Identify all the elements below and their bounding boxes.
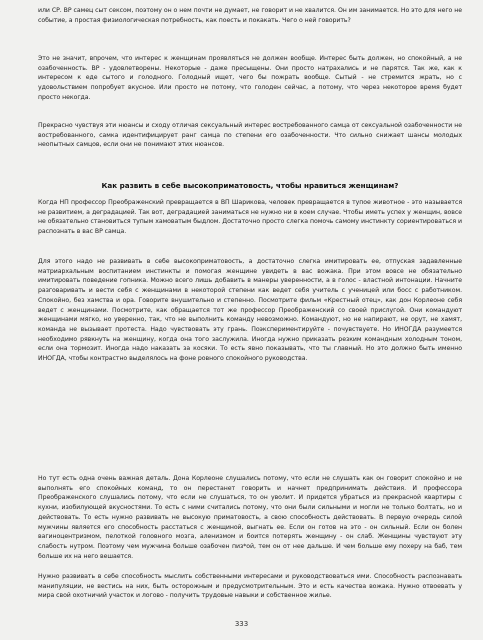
paragraph-imitation: Для этого надо не развивать в себе высокоприматовость, а достаточно слегка имитировать ее, отпуская задавленные матриархальным воспитанием инстинкты и помогая женщине увидеть в вас вожака. При этом вовсе не обязательно имитировать поведение гопника. Можно всего лишь добавить в манеры уверенности, а в голос - властной интонации. Начните разговаривать и вести себя с женщинами в некоторой степени как ведет себя учитель с ученицей или босс с работником. Спокойно, без хамства и ора. Говорите внушительно и степенно. Посмотрите фильм «Крестный отец», как дон Корлеоне себя ведет с женщинами. Посмотрите, как обращается тот же профессор Преображенский со своей прислугой. Они командуют женщинами мягко, но уверенно, так, что не выполнить команду невозможно. Командуют, но не напирают, не орут, не хамят, команда не вызывает протеста. Надо чувствовать эту грань. Поэкспериментируйте - почувствуете. Но ИНОГДА разумеется необходимо рявкнуть на женщину, когда она того заслужила. Иногда нужно приказать резким командным холодным тоном, если она тормозит. Иногда надо наказать за косяки. То есть явно показывать, что ты главный. Но это должно быть именно ИНОГДА, чтобы контрастно выделялось на фоне ровного спокойного руководства.	[38, 258, 462, 363]
paragraph-interests: Нужно развивать в себе способность мыслить собственными интересами и руководствоваться ими. Способность распознавать манипуляции, не вестись на них, быть осторожным и предусмотрительным. Это и есть качества вожака. Нужно отвоевать у мира свой охотничий участок и логово - получить трудовые навыки и собственное жилье.	[38, 573, 462, 600]
paragraph-intro: или СР. ВР самец сыт сексом, поэтому он о нем почти не думает, не говорит и не хвалится. Он им занимается. Но это для него не событие, а простая физиологическая потребность, как поесть и покакать. Чего о ней говорить?	[38, 7, 462, 24]
paragraph-interest: Это не значит, впрочем, что интерес к женщинам проявляться не должен вообще. Интерес быть должен, но спокойный, а не озабоченность. ВР - удовлетворены. Некоторые - даже пресыщены. Они просто натрахались и не парятся. Так же, как к интересом к еде сытого и голодного. Голодный ищет, чего бы пожрать вообще. Сытый - не стремится жрать, но с удовольствием попробует вкусное. Или просто не потому, что голоден сейчас, а потому, что через некоторое время будет просто некогда.	[38, 55, 462, 101]
page-number: 333	[234, 620, 249, 628]
paragraph-strength: Но тут есть одна очень важная деталь. Дона Корлеоне слушались потому, что если не слушать как он говорит спокойно и не выполнять его спокойных команд, то он перестанет говорить и начнет предпринимать действия. И профессора Преображенского слушались потому, что если не слушаться, то он уволит. И придется убраться из прекрасной квартиры с кухни, изобилующей вкусностями. То есть с ними считались потому, что они были сильными и могли не только болтать, но и действовать. То есть нужно развивать не высокую приматовость, а свою способность действовать. В первую очередь силой мужчины является его способность расстаться с женщиной, выгнать ее. Если он готов на это - он сильный. Если он болен вагиноцентризмом, пелоткой головного мозга, аленизмом и боится потерять женщину - он слаб. Женщины чувствуют эту слабость нутром. Поэтому чем мужчина больше озабочен пиз*ой, тем он от нее дальше. И чем больше ему похеру на баб, тем больше их на него вешается.	[38, 475, 462, 560]
paragraph-degradation: Когда НП профессор Преображенский превращается в ВП Шарикова, человек превращается в тупое животное - это называется не развитием, а деградацией. Так вот, деградацией заниматься не нужно ни в коем случае. Чтобы иметь успех у женщин, вовсе не обязательно становиться тупым хамоватым быдлом. Достаточно просто слегка помочь самому инстинкту сориентироваться и распознать в вас ВР самца.	[38, 199, 462, 236]
section-heading: Как развить в себе высокоприматовость, чтобы нравиться женщинам?	[101, 181, 399, 190]
paragraph-nuances: Прекрасно чувствуя эти нюансы и сходу отличая сексуальный интерес востребованного самца от сексуальной озабоченности не востребованного, самка идентифицирует ранг самца по степени его озабоченности. Что сильно снижает шансы молодых неопытных самцов, если они не понимают этих нюансов.	[38, 122, 462, 149]
